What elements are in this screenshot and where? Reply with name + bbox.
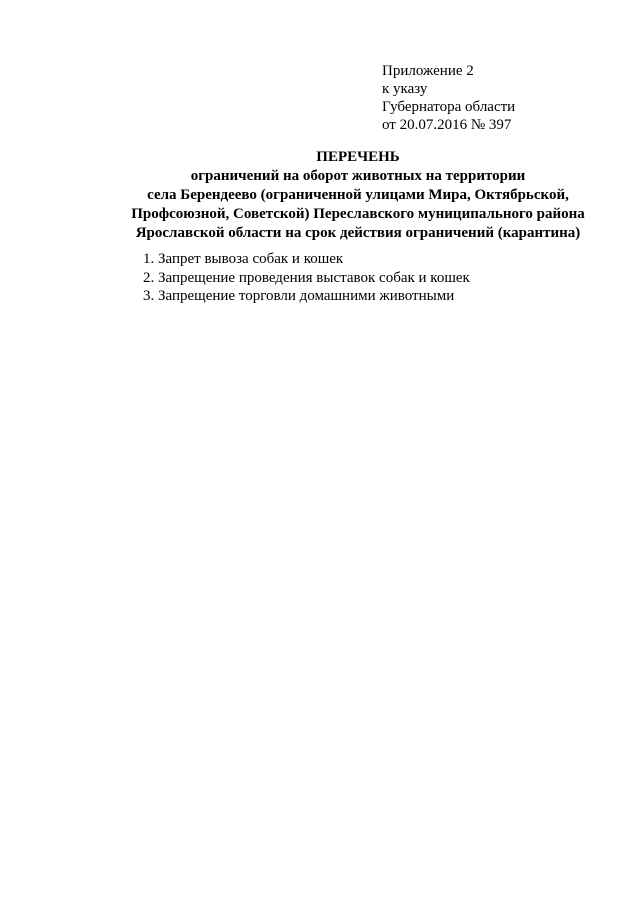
appendix-line-decree: к указу (382, 81, 428, 97)
list-item: 1. Запрет вывоза собак и кошек (143, 251, 344, 267)
list-item: 2. Запрещение проведения выставок собак и кошек (143, 269, 470, 286)
appendix-line-governor: Губернатора области (382, 99, 516, 115)
appendix-reference (382, 62, 515, 134)
appendix-line-number: Приложение 2 (382, 63, 474, 79)
appendix-line-date: от 20.07.2016 № 397 (382, 117, 512, 133)
document-title: ПЕРЕЧЕНЬ (316, 149, 400, 165)
list-item: 3. Запрещение торговли домашними животными (143, 288, 455, 304)
subtitle-line: ограничений на оборот животных на территории (190, 168, 526, 184)
subtitle-line: села Берендеево (ограниченной улицами Мира, Октябрьской, (147, 187, 569, 203)
subtitle-line: Профсоюзной, Советской) Переславского муниципального района (131, 206, 585, 222)
restrictions-list (143, 250, 470, 306)
subtitle-line: Ярославской области на срок действия ограничений (карантина) (135, 225, 581, 241)
document-subtitle (0, 167, 640, 243)
